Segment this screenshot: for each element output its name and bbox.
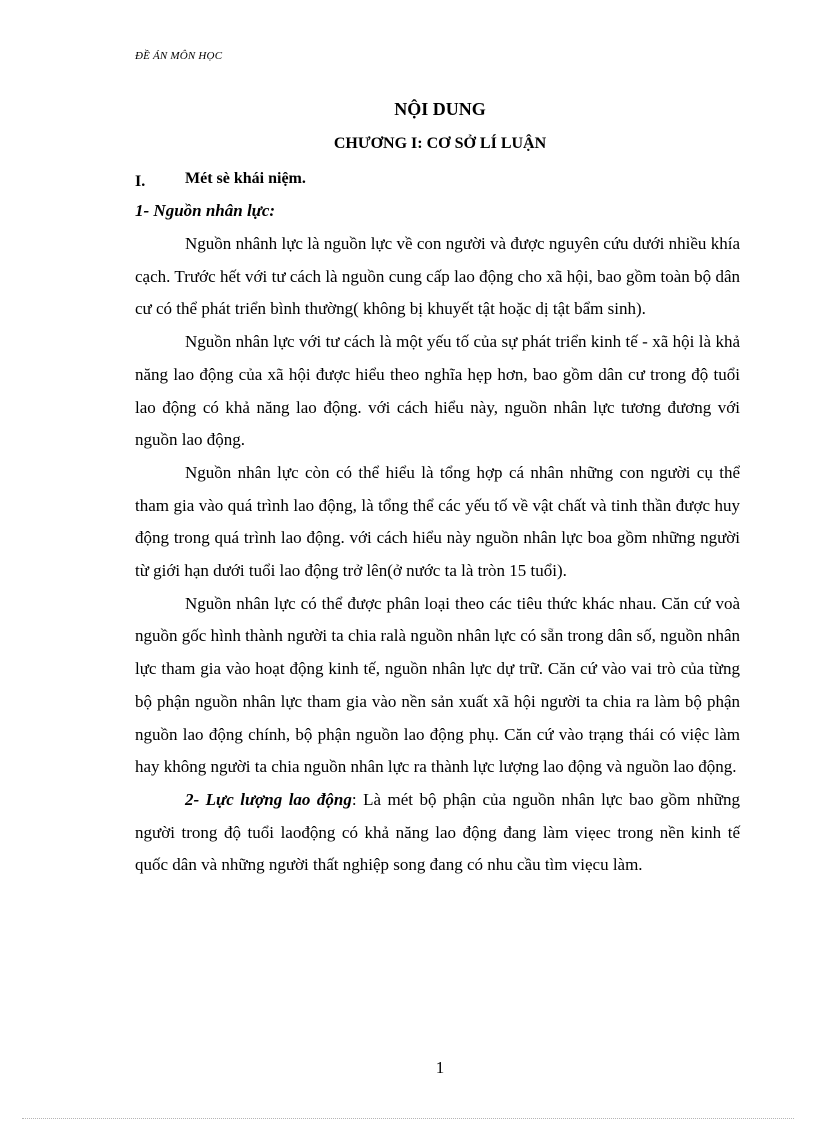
page-number: 1 (435, 1058, 445, 1077)
page-header: ĐỀ ÁN MÔN HỌC (135, 50, 223, 62)
paragraph: Nguồn nhân lực với tư cách là một yếu tố của sự phát triển kinh tế - xã hội là khả năng lao động của xã hội được hiểu theo nghĩa hẹp hơn, bao gồm dân cư trong độ tuổi lao động có khả năng lao động. với cách hiểu này, nguồn nhân lực tương đương với nguồn lao động. (135, 332, 740, 450)
section-title: Mét sè khái niệm. (185, 170, 306, 187)
chapter-heading: CHƯƠNG I: CƠ SỞ LÍ LUẬN (333, 135, 547, 152)
subsection-lead: 2- Lực lượng lao động (185, 789, 352, 809)
subsection-heading: 1- Nguồn nhân lực: (135, 201, 276, 220)
paragraph: Nguồn nhân lực còn có thể hiểu là tổng hợp cá nhân những con người cụ thể tham gia vào quá trình lao động, là tổng thể các yếu tố về vật chất và tinh thần được huy động trong quá trình lao động. với cách hiểu này nguồn nhân lực boa gồm những người từ giới hạn dưới tuổi lao động trở lên(ở nước ta là tròn 15 tuổi). (135, 462, 740, 581)
section-number: I. (135, 173, 146, 190)
paragraph: Nguồn nhânh lực là nguồn lực về con người và được nguyên cứu dưới nhiều khía cạch. Trước hết với tư cách là nguồn cung cấp lao động cho xã hội, bao gồm toàn bộ dân cư có thể phát triển bình thường( không bị khuyết tật hoặc dị tật bẩm sinh). (135, 234, 740, 319)
paragraph-labor-force (135, 784, 740, 882)
body-text (135, 228, 740, 882)
page-separator (22, 1118, 794, 1119)
document-title: NỘI DUNG (394, 99, 486, 119)
subsection-text: : Là mét bộ phận của nguồn nhân lực bao gồm những người trong độ tuổi laođộng có khả năng lao động đang làm viẹec trong nền kinh tế quốc dân và những người thất nghiệp song đang có nhu cầu tìm viẹcu làm. (135, 789, 740, 875)
paragraph: Nguồn nhân lực có thể được phân loại theo các tiêu thức khác nhau. Căn cứ voà nguồn gốc hình thành người ta chia ralà nguồn nhân lực có sẵn trong dân số, nguồn nhân lực tham gia vào hoạt động kinh tế, nguồn nhân lực dự trữ. Căn cứ vào vai trò của từng bộ phận nguồn nhân lực tham gia vào nền sản xuất xã hội người ta chia ra làm bộ phận nguồn lao động chính, bộ phận nguồn lao động phụ. Căn cứ vào trạng thái có việc làm hay không người ta chia nguồn nhân lực ra thành lực lượng lao động và nguồn lao động. (135, 593, 740, 777)
